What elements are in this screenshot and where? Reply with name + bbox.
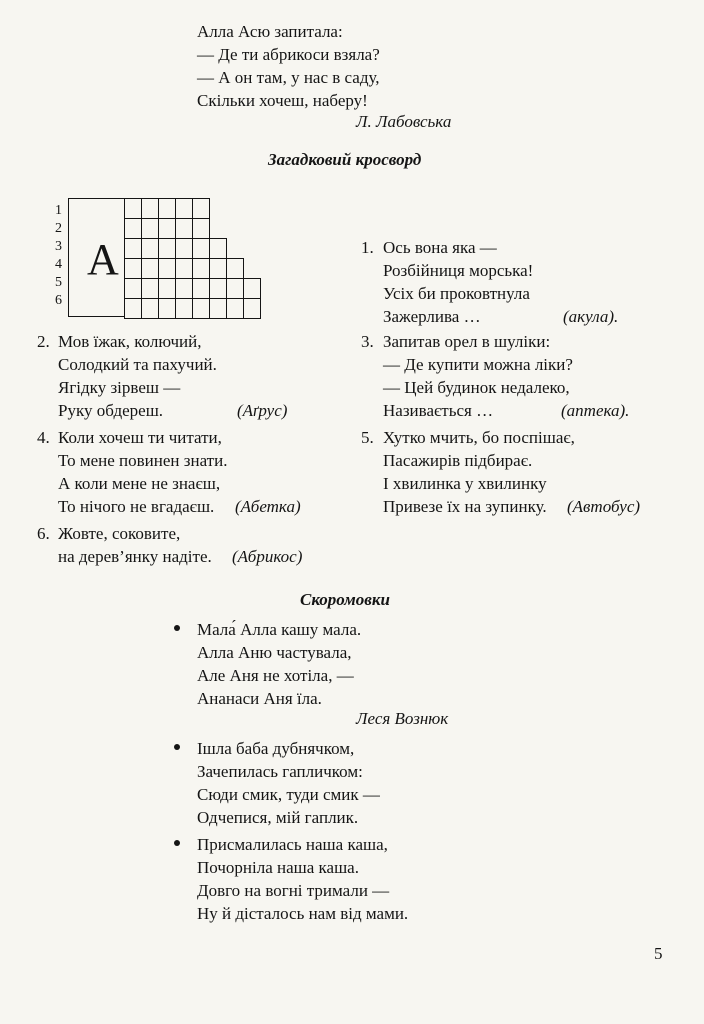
crossword-cell — [192, 238, 210, 259]
riddle-6 — [58, 522, 212, 568]
riddle-line: Запитав орел в шуліки: — [383, 332, 551, 351]
riddle-number: 4. — [37, 428, 50, 447]
tongue-twister-2 — [197, 737, 380, 829]
riddle-answer: (аптека). — [561, 401, 630, 420]
riddle-answer: (Аґрус) — [237, 401, 288, 420]
riddle-line: Зажерлива … — [383, 307, 481, 326]
crossword-cell — [226, 298, 244, 319]
crossword-cell — [192, 278, 210, 299]
riddle-line: Солодкий та пахучий. — [58, 355, 217, 374]
tongue-twister-1 — [197, 618, 361, 710]
crossword-cell — [175, 218, 193, 239]
twister-author: Леся Вознюк — [356, 709, 449, 728]
twister-line: Мала́ Алла кашу мала. — [197, 620, 362, 639]
riddle-line: — Цей будинок недалеко, — [383, 378, 570, 397]
riddle-number: 6. — [37, 524, 50, 543]
twister-line: Зачепилась гапличком: — [197, 762, 363, 781]
row-number: 1 — [55, 203, 62, 218]
riddle-answer: (акула). — [563, 307, 619, 326]
riddle-line: — Де купити можна ліки? — [383, 355, 573, 374]
crossword-cell — [192, 198, 210, 219]
crossword-cell — [124, 258, 142, 279]
big-letter: А — [87, 235, 119, 284]
crossword-cell — [175, 258, 193, 279]
crossword-cell — [243, 278, 261, 299]
crossword-cell — [158, 198, 176, 219]
crossword-cell — [124, 298, 142, 319]
riddle-5 — [383, 426, 575, 518]
riddle-line: Розбійниця морська! — [383, 261, 534, 280]
twister-line: Сюди смик, туди смик — — [197, 785, 380, 804]
twister-line: Ішла баба дубнячком, — [197, 739, 355, 758]
crossword-cell — [158, 298, 176, 319]
riddle-line: Ось вона яка — — [383, 238, 497, 257]
crossword-cell — [124, 218, 142, 239]
crossword-cell — [141, 298, 159, 319]
opening-poem — [197, 20, 380, 112]
crossword-cell — [175, 198, 193, 219]
crossword-cell — [141, 238, 159, 259]
crossword-cell — [192, 218, 210, 239]
row-number: 3 — [55, 239, 62, 254]
riddle-answer: (Абрикос) — [232, 547, 303, 566]
tongue-twisters-title: Скоромовки — [300, 590, 390, 609]
crossword-cell — [141, 258, 159, 279]
crossword-cell — [192, 258, 210, 279]
crossword-cell — [226, 278, 244, 299]
twister-line: Присмалилась наша каша, — [197, 835, 388, 854]
crossword-cell — [175, 238, 193, 259]
crossword-cell — [243, 298, 261, 319]
crossword-cell — [158, 258, 176, 279]
twister-line: Але Аня не хотіла, — — [197, 666, 354, 685]
crossword-cell — [158, 238, 176, 259]
riddle-line: Називається … — [383, 401, 494, 420]
twister-line: Ананаси Аня їла. — [197, 689, 322, 708]
poem-line: Скільки хочеш, наберу! — [197, 91, 368, 110]
crossword-cell — [141, 198, 159, 219]
crossword-grid — [55, 198, 295, 322]
twister-line: Алла Аню частувала, — [197, 643, 352, 662]
crossword-cell — [209, 238, 227, 259]
crossword-cell — [209, 258, 227, 279]
bullet-icon — [174, 625, 180, 631]
tongue-twister-3 — [197, 833, 408, 925]
riddle-line: То мене повинен знати. — [58, 451, 228, 470]
riddle-line: Ягідку зірвеш — — [58, 378, 181, 397]
riddle-line: То нічого не вгадаєш. — [58, 497, 215, 516]
poem-author: Л. Лабовська — [356, 112, 452, 131]
riddle-number: 5. — [361, 428, 374, 447]
riddle-line: Руку обдереш. — [58, 401, 164, 420]
riddle-1 — [383, 236, 533, 328]
riddle-line: Усіх би проковтнула — [383, 284, 530, 303]
twister-line: Почорніла наша каша. — [197, 858, 359, 877]
riddle-3 — [383, 330, 573, 422]
poem-line: — А он там, у нас в саду, — [197, 68, 380, 87]
bullet-icon — [174, 744, 180, 750]
riddle-answer: (Автобус) — [567, 497, 641, 516]
poem-line: — Де ти абрикоси взяла? — [197, 45, 380, 64]
crossword-cell — [209, 278, 227, 299]
riddle-line: Мов їжак, колючий, — [58, 332, 202, 351]
crossword-cell — [158, 278, 176, 299]
riddle-number: 3. — [361, 332, 374, 351]
crossword-title: Загадковий кросворд — [268, 150, 422, 169]
page-number: 5 — [654, 944, 663, 963]
crossword-cell — [141, 278, 159, 299]
row-number: 6 — [55, 293, 62, 308]
twister-line: Ну й дісталось нам від мами. — [197, 904, 409, 923]
riddle-number: 2. — [37, 332, 50, 351]
crossword-cell — [141, 218, 159, 239]
riddle-answer: (Абетка) — [235, 497, 301, 516]
row-number: 4 — [55, 257, 62, 272]
riddle-line: А коли мене не знаєш, — [58, 474, 221, 493]
twister-line: Одчепися, мій гаплик. — [197, 808, 359, 827]
crossword-cell — [192, 298, 210, 319]
bullet-icon — [174, 840, 180, 846]
row-number: 2 — [55, 221, 62, 236]
crossword-cell — [124, 198, 142, 219]
riddle-line: на дерев’янку надіте. — [58, 547, 212, 566]
crossword-cell — [124, 238, 142, 259]
twister-line: Довго на вогні тримали — — [197, 881, 390, 900]
riddle-number: 1. — [361, 238, 374, 257]
crossword-cell — [226, 258, 244, 279]
riddle-4 — [58, 426, 227, 518]
riddle-2 — [58, 330, 217, 422]
crossword-cell — [175, 298, 193, 319]
riddle-line: І хвилинка у хвилинку — [383, 474, 547, 493]
poem-line: Алла Асю запитала: — [197, 22, 343, 41]
riddle-line: Жовте, соковите, — [58, 524, 181, 543]
crossword-cell — [175, 278, 193, 299]
riddle-line: Хутко мчить, бо поспішає, — [383, 428, 575, 447]
crossword-cell — [124, 278, 142, 299]
riddle-line: Коли хочеш ти читати, — [58, 428, 222, 447]
riddle-line: Пасажирів підбирає. — [383, 451, 533, 470]
row-number: 5 — [55, 275, 62, 290]
crossword-cell — [209, 298, 227, 319]
riddle-line: Привезе їх на зупинку. — [383, 497, 547, 516]
crossword-cell — [158, 218, 176, 239]
